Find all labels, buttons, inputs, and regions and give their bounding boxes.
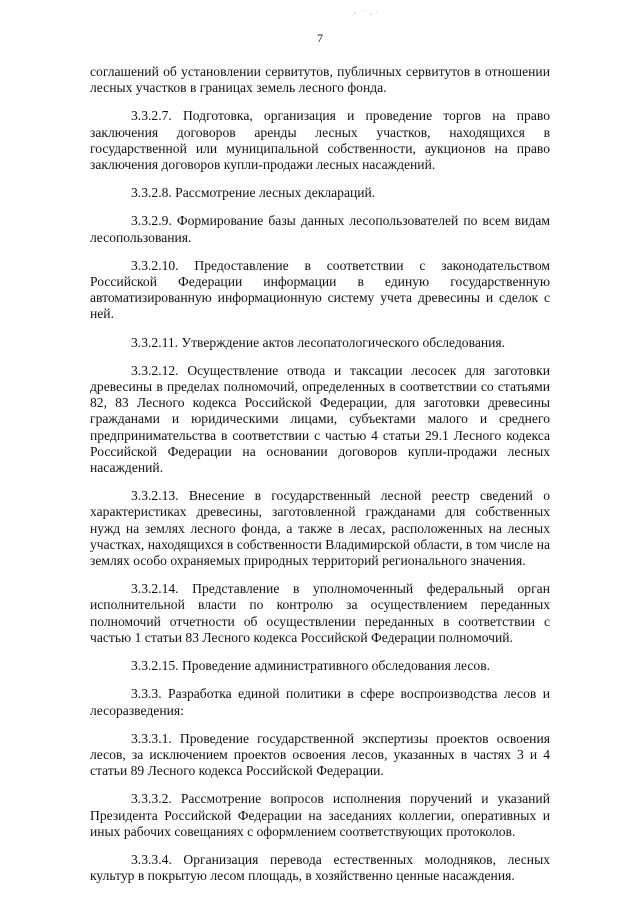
document-body	[90, 64, 550, 896]
paragraph-3-3-3-4: 3.3.3.4. Организация перевода естественных молодняков, лесных культур в покрытую лесом площадь, в хозяйственно ценные насаждения.	[90, 851, 550, 884]
paragraph-3-3-2-8: 3.3.2.8. Рассмотрение лесных деклараций.	[131, 185, 376, 201]
paragraph-3-3-3-1: 3.3.3.1. Проведение государственной экспертизы проектов освоения лесов, за исключением проектов освоения лесов, указанных в частях 3 и 4 статьи 89 Лесного кодекса Российской Федерации.	[90, 730, 550, 779]
paragraph-3-3-2-7: 3.3.2.7. Подготовка, организация и проведение торгов на право заключения договоров аренды лесных участков, находящихся в государственной или муниципальной собственности, аукционов на право заключения договоров купли-продажи лесных насаждений.	[90, 108, 550, 173]
paragraph-3-3-3: 3.3.3. Разработка единой политики в сфере воспроизводства лесов и лесоразведения:	[90, 686, 550, 718]
page-number: 7	[317, 31, 323, 45]
paragraph-3-3-2-15: 3.3.2.15. Проведение административного обследования лесов.	[131, 658, 491, 674]
paragraph-3-3-3-2: 3.3.3.2. Рассмотрение вопросов исполнения поручений и указаний Президента Российской Федерации на заседаниях коллегии, оперативных и иных рабочих совещаниях с оформлением соответствующих протоколов.	[90, 791, 550, 839]
scan-artifact-icon	[352, 8, 380, 18]
paragraph-3-3-2-13: 3.3.2.13. Внесение в государственный лесной реестр сведений о характеристиках древесины, заготовленной гражданами для собственных нужд на землях лесного фонда, а также в лесах, расположенных на лесных участках, находящихся в собственности Владимирской области, в том числе на землях особо охраняемых природных территорий регионального значения.	[90, 488, 550, 569]
paragraph-3-3-2-12: 3.3.2.12. Осуществление отвода и таксации лесосек для заготовки древесины в пределах полномочий, определенных в соответствии со статьями 82, 83 Лесного кодекса Российской Федерации, для заготовки древесины гражданами и юридическими лицами, субъектами малого и среднего предпринимательства в соответствии с частью 4 статьи 29.1 Лесного кодекса Российской Федерации на основании договоров купли-продажи лесных насаждений.	[90, 362, 550, 476]
paragraph-3-3-2-10: 3.3.2.10. Предоставление в соответствии с законодательством Российской Федерации информации в единую государственную автоматизированную информационную систему учета древесины и сделок с ней.	[90, 257, 550, 322]
paragraph-3-3-2-11: 3.3.2.11. Утверждение актов лесопатологического обследования.	[131, 334, 506, 350]
paragraph-continuation: соглашений об установлении сервитутов, публичных сервитутов в отношении лесных участков в границах земель лесного фонда.	[90, 64, 550, 96]
paragraph-3-3-2-9: 3.3.2.9. Формирование базы данных лесопользователей по всем видам лесопользования.	[90, 213, 550, 245]
paragraph-3-3-2-14: 3.3.2.14. Представление в уполномоченный федеральный орган исполнительной власти по контролю за осуществлением переданных полномочий отчетности об осуществлении переданных в соответствии с частью 1 статьи 83 Лесного кодекса Российской Федерации полномочий.	[90, 581, 550, 645]
